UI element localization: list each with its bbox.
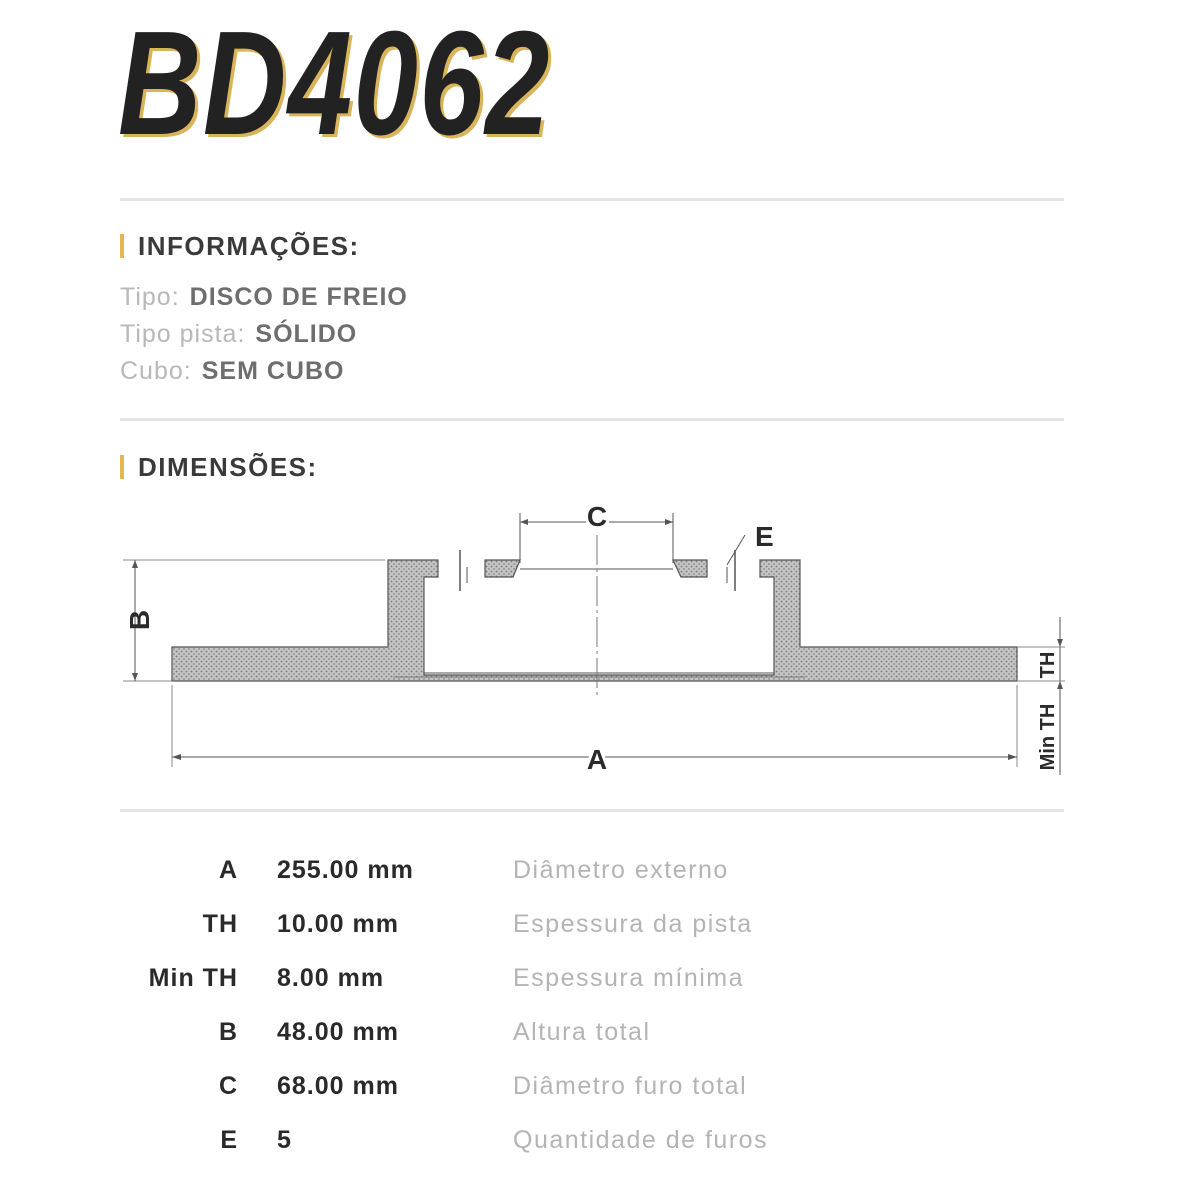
spec-description: Espessura mínima	[513, 964, 745, 992]
spec-row	[0, 1018, 1200, 1058]
spec-row	[0, 910, 1200, 950]
dim-label-th: TH	[1037, 651, 1059, 679]
spec-value: 255.00 mm	[277, 856, 414, 884]
divider	[120, 809, 1064, 812]
info-row-tipo	[120, 283, 408, 312]
info-key: Tipo:	[120, 283, 180, 311]
spec-row	[0, 964, 1200, 1004]
spec-description: Diâmetro externo	[513, 856, 729, 884]
spec-label: B	[218, 1018, 238, 1046]
divider	[120, 198, 1064, 201]
spec-row	[0, 1126, 1200, 1166]
info-value: SEM CUBO	[201, 357, 345, 385]
info-value: DISCO DE FREIO	[189, 283, 408, 311]
info-row-cubo	[120, 357, 344, 386]
disc-section-shape	[172, 560, 1017, 681]
info-section-title: INFORMAÇÕES:	[120, 231, 360, 262]
divider	[120, 418, 1064, 421]
dim-label-a: A	[586, 744, 608, 775]
product-code: BD4062	[118, 1, 551, 166]
accent-bar	[120, 234, 124, 258]
spec-description: Espessura da pista	[513, 910, 753, 938]
spec-row	[0, 1072, 1200, 1112]
spec-value: 48.00 mm	[277, 1018, 399, 1046]
accent-bar	[120, 455, 124, 479]
spec-label: A	[218, 856, 238, 884]
spec-label: Min TH	[148, 964, 238, 992]
spec-label: E	[220, 1126, 238, 1154]
info-row-tipo-pista	[120, 320, 357, 349]
info-value: SÓLIDO	[255, 320, 358, 348]
spec-value: 5	[277, 1126, 292, 1154]
spec-description: Altura total	[513, 1018, 651, 1046]
spec-label: C	[218, 1072, 238, 1100]
info-key: Tipo pista:	[120, 320, 246, 348]
spec-label: TH	[202, 910, 238, 938]
hub-flange-left	[485, 560, 520, 577]
dimensions-section-title: DIMENSÕES:	[120, 452, 318, 483]
dim-label-c: C	[586, 505, 608, 532]
dim-label-b: B	[124, 609, 155, 631]
dim-label-e: E	[755, 521, 774, 552]
brake-disc-cross-section-diagram	[115, 505, 1075, 795]
info-key: Cubo:	[120, 357, 192, 385]
spec-value: 8.00 mm	[277, 964, 385, 992]
dim-label-min-th: Min TH	[1037, 703, 1059, 771]
spec-value: 68.00 mm	[277, 1072, 399, 1100]
spec-row	[0, 856, 1200, 896]
spec-description: Quantidade de furos	[513, 1126, 769, 1154]
spec-description: Diâmetro furo total	[513, 1072, 748, 1100]
spec-value: 10.00 mm	[277, 910, 399, 938]
hub-flange-right	[673, 560, 707, 577]
